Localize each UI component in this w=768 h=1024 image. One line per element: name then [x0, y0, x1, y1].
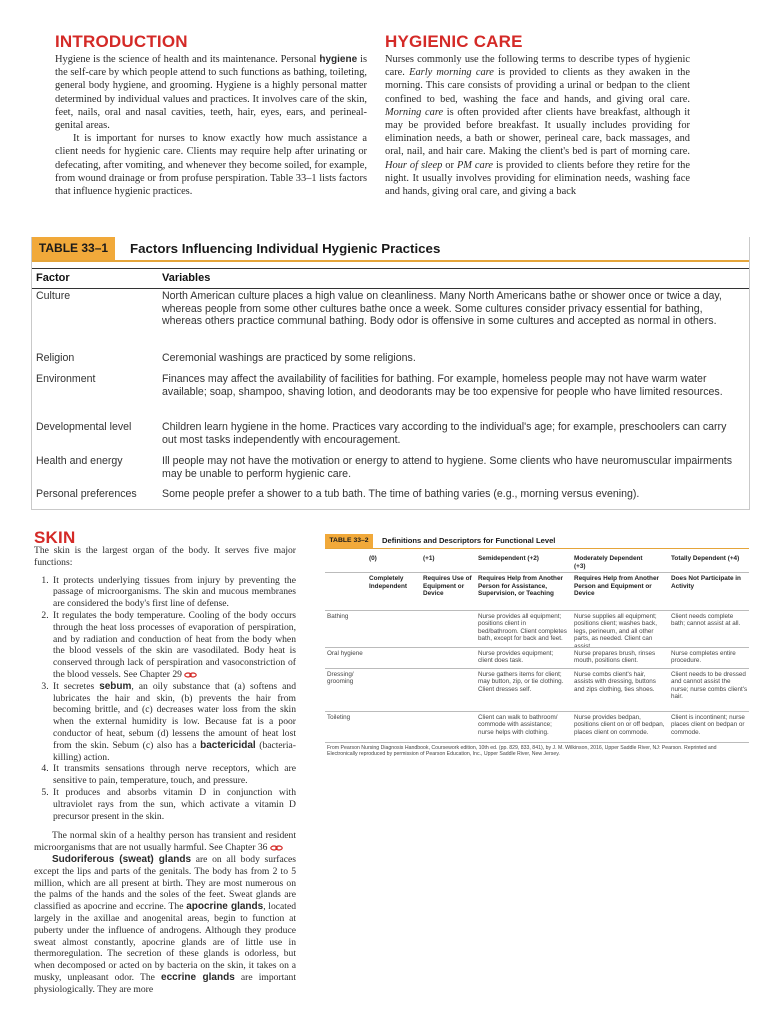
introduction-heading: INTRODUCTION: [55, 32, 188, 51]
chapter-link-icon[interactable]: [184, 672, 197, 678]
table-cell: Nurse gathers items for client; may button, zip, or tie clothing. Client dresses self.: [478, 671, 564, 693]
table-cell: Nurse provides bedpan, positions client on or off bedpan, places client on commode.: [574, 714, 665, 736]
keyword-bactericidal: bactericidal: [200, 739, 256, 751]
row-label: Bathing: [327, 613, 349, 620]
level-header: Semidependent (+2): [478, 555, 539, 562]
factor-cell: Culture: [36, 290, 71, 302]
table-cell: Client can walk to bathroom/ commode with assistance; nurse helps with clothing.: [478, 714, 558, 736]
factor-cell: Developmental level: [36, 421, 132, 433]
descriptor-header: Completely Independent: [369, 575, 407, 590]
variables-cell: North American culture places a high value on cleanliness. Many North Americans bathe or shower once or twice a day, whereas people from some other cultures bathe once a week. Some cultures consider privacy essential for bathing, whereas others practice communal bathing. Body odor is offensive in some cultures and accepted as normal in others.: [162, 290, 722, 328]
descriptor-header: Requires Help from Another Person and Equipment or Device: [574, 575, 659, 598]
column-header-factor: Factor: [36, 272, 70, 284]
divider: [325, 572, 749, 573]
keyword-hygiene: hygiene: [319, 54, 358, 65]
factor-cell: Environment: [36, 373, 96, 385]
factor-cell: Health and energy: [36, 455, 123, 467]
table-cell: Client needs to be dressed and cannot assist the nurse; nurse combs client's hair.: [671, 671, 748, 701]
table-source-note: From Pearson Nursing Diagnosis Handbook, Coursework edition, 10th ed. (pp. 829, 833, 841), by J. M. Wilkinson, 2016, Upper Saddle River, NJ: Pearson. Reprinted and Electronically reproduced by permission of Pearson Education, Inc., Upper Saddle River, New Jersey.: [327, 745, 717, 758]
list-item: 4. It transmits sensations through nerve receptors, which are sensitive to pain, temperature, touch, and pressure.: [51, 763, 296, 787]
list-item: 5. It produces and absorbs vitamin D in conjunction with ultraviolet rays from the sun, which activate a vitamin D precursor present in the skin.: [51, 787, 296, 822]
table-title: Definitions and Descriptors for Functional Level: [382, 536, 556, 545]
table-cell: Nurse provides all equipment; positions client in bed/bathroom. Client completes bath, except for back and feet.: [478, 613, 567, 643]
variables-cell: Some people prefer a shower to a tub bath. The time of bathing varies (e.g., morning versus evening).: [162, 488, 640, 500]
introduction-body: [55, 53, 367, 198]
skin-paragraph-sweat-glands: Sudoriferous (sweat) glands are on all body surfaces except the lips and parts of the genitals. The body has from 2 to 5 million, which are all present at birth. They are most numerous on the palms of the hands and the soles of the feet. Sweat glands are classified as apocrine and eccrine. The apocrine glands, located largely in the axillae and anogenital areas, begin to function at puberty under the influence of androgens. Although they produce sweat almost constantly, apocrine glands are of little use in thermoregulation. The secretion of these glands is odorless, but when decomposed or acted on by bacteria on the skin, it takes on a musky, unpleasant odor. The eccrine glands are important physiologically. They are more: [34, 853, 297, 995]
hygienic-care-body: [385, 53, 690, 198]
level-header: Totally Dependent (+4): [671, 555, 740, 562]
row-label: Toileting: [327, 714, 351, 721]
skin-heading: SKIN: [34, 528, 76, 547]
skin-paragraph-normal: The normal skin of a healthy person has transient and resident microorganisms that are not usually harmful. See Chapter 36: [34, 830, 296, 854]
list-item: 1. It protects underlying tissues from injury by preventing the passage of microorganisms. The skin and mucous membranes are considered the body's first line of defense.: [51, 575, 296, 610]
table-cell: Client needs complete bath; cannot assist at all.: [671, 613, 741, 628]
table-header-row: [32, 268, 749, 289]
descriptor-header: Requires Help from Another Person for Assistance, Supervision, or Teaching: [478, 575, 563, 598]
list-item: 2. It regulates the body temperature. Cooling of the body occurs through the heat loss processes of evaporation of perspiration, and by radiation and conduction of heat from the body when the blood vessels of the skin are vasodilated. Body heat is conserved through lack of perspiration and vasoconstriction of the blood vessels. See Chapter 29: [51, 610, 296, 681]
table-cell: Nurse prepares brush, rinses mouth, positions client.: [574, 650, 656, 665]
hygienic-care-heading: HYGIENIC CARE: [385, 32, 523, 51]
level-header: (+1): [423, 555, 435, 562]
factor-cell: Religion: [36, 352, 75, 364]
hygienic-care-section: [385, 32, 690, 52]
chapter-link-icon[interactable]: [270, 845, 283, 851]
keyword-apocrine-glands: apocrine glands: [186, 901, 264, 913]
skin-intro: The skin is the largest organ of the body. It serves five major functions:: [34, 545, 296, 568]
table-title-bar: [325, 534, 749, 549]
hygienic-care-paragraph: Nurses commonly use the following terms to describe types of hygienic care. Early morning care is provided to clients as they awaken in the morning. This care consists of providing a urinal or bedpan to the client confined to bed, washing the face and hands, and giving oral care. Morning care is often provided after clients have breakfast, although it may be provided before breakfast. It usually includes providing for elimination needs, a bath or shower, perineal care, back massages, and oral, nail, and hair care. Making the client's bed is part of morning care. Hour of sleep or PM care is provided to clients before they retire for the night. It usually involves providing for elimination needs, washing face and hands, giving oral care, and giving a back: [385, 54, 690, 198]
variables-cell: Ceremonial washings are practiced by some religions.: [162, 352, 416, 364]
variables-cell: Ill people may not have the motivation or energy to attend to hygiene. Some clients who have neuromuscular impairments may be unable to perform hygienic care.: [162, 455, 733, 480]
column-header-variables: Variables: [162, 272, 211, 284]
table-cell: Client is incontinent; nurse places client on bedpan or commode.: [671, 714, 745, 736]
variables-cell: Children learn hygiene in the home. Practices vary according to the individual's age; for example, preschoolers can carry out most tasks independently with encouragement.: [162, 421, 727, 446]
list-item: 3. It secretes sebum, an oily substance that (a) softens and lubricates the hair and skin, (b) prevents the hair from becoming brittle, and (c) decreases water loss from the skin when the external humidity is low. Because fat is a poor conductor of heat, sebum (d) lessens the amount of heat lost from the skin. Sebum (c) also has a bactericidal (bacteria-killing) action.: [51, 681, 296, 764]
table-cell: Nurse completes entire procedure.: [671, 650, 736, 665]
descriptor-header: Does Not Participate in Activity: [671, 575, 741, 590]
table-title-bar: [32, 237, 749, 262]
row-label: Oral hygiene: [327, 650, 363, 657]
factor-cell: Personal preferences: [36, 488, 137, 500]
skin-functions-list: [34, 575, 296, 823]
table-cell: Nurse combs client's hair, assists with dressing, buttons and zips clothing, ties shoes.: [574, 671, 656, 693]
variables-cell: Finances may affect the availability of facilities for bathing. For example, homeless people may not have warm water available; soap, shampoo, shaving lotion, and deodorants may be too expensive for people who have limited resources.: [162, 373, 723, 398]
table-33-2: [325, 534, 749, 782]
level-header: Moderately Dependent (+3): [574, 555, 643, 570]
level-header: (0): [369, 555, 377, 562]
descriptor-header: Requires Use of Equipment or Device: [423, 575, 472, 598]
skin-body: [34, 545, 296, 995]
table-cell: Nurse supplies all equipment; positions client; washes back, legs, perineum, and all other parts, as needed. Client can assist.: [574, 613, 657, 650]
divider: [325, 610, 749, 611]
divider: [325, 647, 749, 648]
table-number-tag: TABLE 33–1: [32, 237, 115, 260]
keyword-sebum: sebum: [99, 680, 132, 692]
table-33-1: [31, 237, 750, 510]
table-title: Factors Influencing Individual Hygienic Practices: [130, 241, 441, 256]
divider: [325, 711, 749, 712]
introduction-paragraph-2: It is important for nurses to know exactly how much assistance a client needs for hygienic care. Clients may require help after urinating or defecating, after vomiting, and whenever they become soiled, for example, from wound drainage or from profuse perspiration. Table 33–1 lists factors that influence hygienic practices.: [55, 133, 367, 198]
row-label: Dressing/ grooming: [327, 671, 354, 686]
divider: [325, 742, 749, 743]
table-cell: Nurse provides equipment; client does task.: [478, 650, 554, 665]
introduction-paragraph-1: Hygiene is the science of health and its maintenance. Personal hygiene is the self-care by which people attend to such functions as bathing, toileting, general body hygiene, and grooming. Hygiene is a highly personal matter determined by individual values and practices. It involves care of the skin, feet, nails, oral and nasal cavities, teeth, hair, eyes, ears, and perineal-genital areas.: [55, 54, 368, 132]
keyword-eccrine-glands: eccrine glands: [161, 971, 235, 983]
divider: [325, 668, 749, 669]
introduction-section: [55, 32, 367, 52]
table-number-tag: TABLE 33–2: [325, 534, 373, 548]
keyword-sudoriferous-glands: Sudoriferous (sweat) glands: [52, 853, 192, 865]
